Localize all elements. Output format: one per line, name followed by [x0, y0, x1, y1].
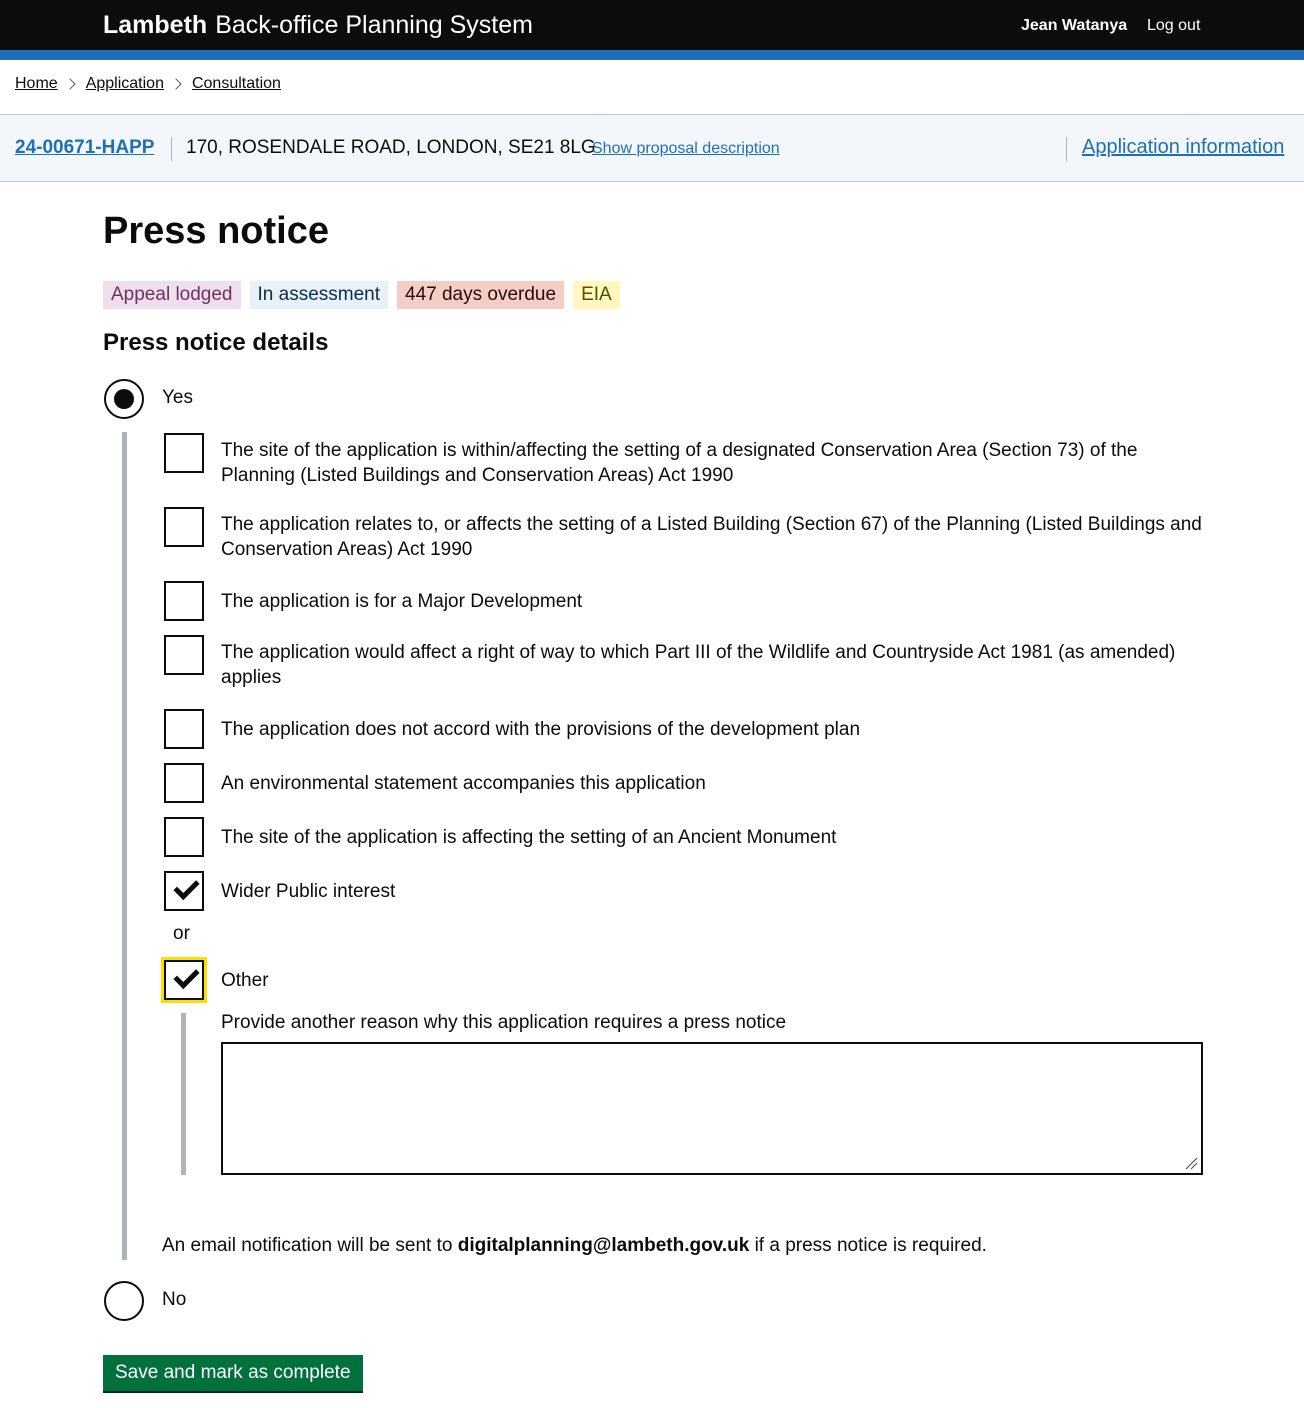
- checkbox-development-plan[interactable]: [164, 709, 204, 749]
- email-address: digitalplanning@lambeth.gov.uk: [457, 1235, 750, 1256]
- checkbox-major-development[interactable]: [164, 581, 204, 621]
- brand-bold: Lambeth: [103, 11, 208, 39]
- email-note-after: if a press notice is required.: [754, 1235, 987, 1256]
- application-reference-link[interactable]: 24-00671-HAPP: [15, 137, 155, 158]
- checkbox-other-label[interactable]: Other: [221, 970, 269, 991]
- radio-no[interactable]: [104, 1281, 144, 1321]
- site-header: [0, 0, 1304, 50]
- other-reason-textarea[interactable]: [221, 1042, 1203, 1175]
- checkbox-conservation-area[interactable]: [164, 433, 204, 473]
- logout-link[interactable]: Log out: [1147, 17, 1201, 34]
- other-reason-label: Provide another reason why this application requires a press notice: [221, 1012, 787, 1033]
- status-badge-overdue: 447 days overdue: [397, 281, 564, 309]
- application-summary-bar: [0, 114, 1304, 182]
- checkbox-listed-building-label[interactable]: The application relates to, or affects the setting of a Listed Building (Section 67) of the Planning (Listed Buildings and Conservation Areas) Act 1990: [221, 514, 1202, 560]
- checkbox-right-of-way-label[interactable]: The application would affect a right of way to which Part III of the Wildlife and Countryside Act 1981 (as amended) applies: [221, 642, 1176, 688]
- radio-no-label[interactable]: No: [162, 1289, 187, 1310]
- application-information-link[interactable]: Application information: [1082, 136, 1285, 158]
- checkbox-other[interactable]: [164, 960, 204, 1000]
- status-tags: [103, 281, 620, 309]
- breadcrumb-application[interactable]: Application: [85, 75, 164, 92]
- checkbox-listed-building[interactable]: [164, 507, 204, 547]
- show-proposal-description-link[interactable]: Show proposal description: [592, 140, 780, 157]
- header-accent-bar: [0, 50, 1304, 60]
- checkbox-wider-public-interest-label[interactable]: Wider Public interest: [221, 881, 396, 902]
- checkbox-ancient-monument-label[interactable]: The site of the application is affecting the setting of an Ancient Monument: [221, 827, 837, 848]
- breadcrumb: [15, 75, 281, 93]
- checkbox-right-of-way[interactable]: [164, 635, 204, 675]
- email-notification-note: [162, 1235, 987, 1257]
- radio-yes[interactable]: [104, 379, 144, 419]
- chevron-right-icon: [170, 78, 181, 89]
- divider: [171, 137, 172, 161]
- divider: [1066, 137, 1067, 161]
- section-title: Press notice details: [103, 329, 329, 356]
- breadcrumb-consultation[interactable]: Consultation: [191, 75, 281, 92]
- checkbox-ancient-monument[interactable]: [164, 817, 204, 857]
- status-badge-eia: EIA: [573, 281, 620, 309]
- user-name: Jean Watanya: [1021, 17, 1128, 34]
- brand-rest: Back-office Planning System: [215, 11, 533, 39]
- conditional-reveal-border: [181, 1013, 186, 1175]
- service-name[interactable]: [103, 10, 533, 40]
- application-address: 170, ROSENDALE ROAD, LONDON, SE21 8LG: [186, 137, 596, 158]
- checkbox-environmental-statement-label[interactable]: An environmental statement accompanies this application: [221, 773, 706, 794]
- conditional-reveal-border: [122, 432, 127, 1260]
- checkbox-development-plan-label[interactable]: The application does not accord with the provisions of the development plan: [221, 719, 861, 740]
- page-title: Press notice: [103, 210, 329, 252]
- checkbox-wider-public-interest[interactable]: [164, 871, 204, 911]
- status-badge-appeal: Appeal lodged: [103, 281, 241, 309]
- status-badge-assessment: In assessment: [250, 281, 389, 309]
- chevron-right-icon: [64, 78, 75, 89]
- checkbox-conservation-area-label[interactable]: The site of the application is within/affecting the setting of a designated Conservation Area (Section 73) of the Planning (Listed Buildings and Conservation Areas) Act 1990: [221, 440, 1138, 486]
- save-and-mark-complete-button[interactable]: Save and mark as complete: [103, 1355, 363, 1391]
- checkbox-major-development-label[interactable]: The application is for a Major Development: [221, 591, 583, 612]
- resize-handle-icon[interactable]: [1184, 1156, 1198, 1170]
- checkbox-environmental-statement[interactable]: [164, 763, 204, 803]
- radio-yes-label[interactable]: Yes: [162, 387, 193, 408]
- or-divider: or: [173, 923, 190, 944]
- breadcrumb-home[interactable]: Home: [15, 75, 58, 92]
- email-note-before: An email notification will be sent to: [162, 1235, 453, 1256]
